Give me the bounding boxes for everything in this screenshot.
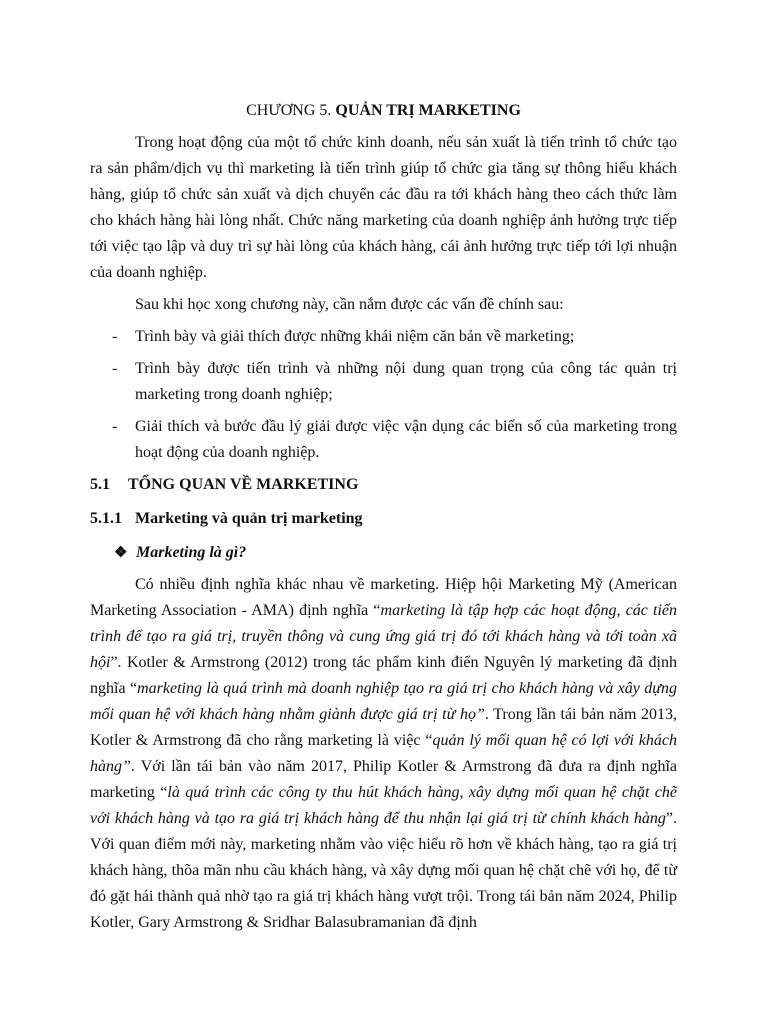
bullet-dash: - — [112, 418, 118, 435]
objectives-lead: Sau khi học xong chương này, cần nắm được các vấn đề chính sau: — [135, 296, 564, 313]
diamond-bullet-icon: ❖ — [114, 545, 128, 561]
section-heading-5-1 — [90, 472, 677, 498]
list-item — [90, 324, 677, 350]
intro-paragraph: Trong hoạt động của một tổ chức kinh doanh, nếu sản xuất là tiến trình tổ chức tạo ra sản phẩm/dịch vụ thì marketing là tiến trình giúp tổ chức gia tăng sự thông hiểu khách hàng, giúp tổ chức sản xuất và dịch chuyển các đầu ra tới khách hàng theo cách thức làm cho khách hàng hài lòng nhất. Chức năng marketing của doanh nghiệp ảnh hưởng trực tiếp tới việc tạo lập và duy trì sự hài lòng của khách hàng, cái ảnh hưởng trực tiếp tới lợi nhuận của doanh nghiệp. — [90, 134, 677, 281]
quote-text: quản lý mối quan hệ có lợi với khách hàng” — [90, 732, 678, 775]
chapter-title — [90, 98, 677, 124]
list-item — [90, 356, 677, 408]
chapter-prefix: CHƯƠNG 5. — [246, 102, 332, 119]
section-number: 5.1 — [90, 476, 110, 493]
subsection-title: Marketing và quản trị marketing — [135, 510, 363, 527]
objective-text: Giải thích và bước đầu lý giải được việc vận dụng các biến số của marketing trong hoạt động của doanh nghiệp. — [135, 418, 677, 461]
objectives-list — [90, 324, 677, 466]
question-subheading — [114, 540, 677, 566]
quote-text: marketing là quá trình mà doanh nghiệp tạo ra giá trị cho khách hàng và xây dựng mối quan hệ với khách hàng nhằm giành được giá trị từ họ” — [90, 680, 677, 723]
body-text: ”. Với quan điểm mới này, marketing nhằm vào việc hiểu rõ hơn về khách hàng, tạo ra giá trị khách hàng, thõa mãn nhu cầu khách hàng, và xây dựng mối quan hệ chặt chẽ với họ, để từ đó gặt hái thành quả nhờ tạo ra giá trị khách hàng vượt trội. Trong tái bản năm 2024, Philip Kotler, Gary Armstrong & Sridhar Balasubramanian đã định — [90, 810, 677, 931]
page-content — [90, 98, 677, 942]
section-heading-5-1-1 — [90, 506, 677, 532]
list-item — [90, 414, 677, 466]
definition-paragraph — [90, 572, 677, 936]
quote-text: là quá trình các công ty thu hút khách hàng, xây dựng mối quan hệ chặt chẽ với khách hàng và tạo ra giá trị khách hàng để thu nhận lại giá trị từ chính khách hàng — [90, 784, 678, 827]
bullet-dash: - — [112, 360, 118, 377]
section-title: TỔNG QUAN VỀ MARKETING — [128, 476, 359, 493]
bullet-dash: - — [112, 328, 118, 345]
body-text: . Trong lần tái bản năm 2013, Kotler & Armstrong đã cho rằng marketing là việc “ — [90, 706, 678, 749]
chapter-name: QUẢN TRỊ MARKETING — [335, 102, 521, 119]
subheading-title: Marketing là gì? — [136, 544, 247, 561]
objective-text: Trình bày được tiến trình và những nội dung quan trọng của công tác quản trị marketing trong doanh nghiệp; — [135, 360, 677, 403]
objective-text: Trình bày và giải thích được những khái niệm căn bản về marketing; — [135, 328, 575, 345]
subsection-number: 5.1.1 — [90, 510, 122, 527]
body-text: ”. Kotler & Armstrong (2012) trong tác phẩm kinh điển Nguyên lý marketing đã định nghĩa “ — [90, 654, 677, 697]
body-text: Có nhiều định nghĩa khác nhau về marketing. Hiệp hội Marketing Mỹ (American Marketing Association - AMA) định nghĩa “ — [90, 576, 677, 619]
quote-text: marketing là tập hợp các hoạt động, các tiến trình để tạo ra giá trị, truyền thông và cung ứng giá trị đó tới khách hàng và tới toàn xã hội — [90, 602, 677, 671]
body-text: . Với lần tái bản vào năm 2017, Philip Kotler & Armstrong đã đưa ra định nghĩa marketing “ — [90, 758, 677, 801]
